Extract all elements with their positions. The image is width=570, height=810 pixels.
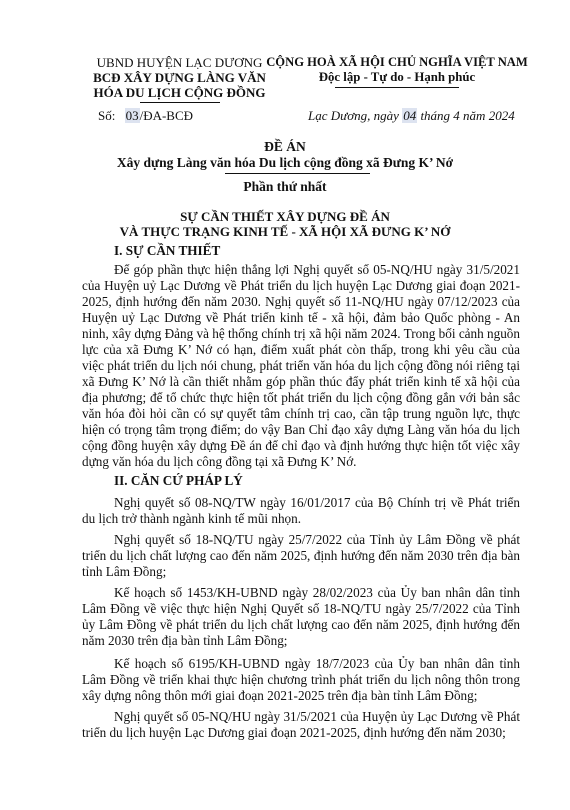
motto-underline xyxy=(335,87,459,88)
legal-basis-text: Nghị quyết số 08-NQ/TW ngày 16/01/2017 của Bộ Chính trị về Phát triển du lịch trở thành ngành kinh tế mũi nhọn. xyxy=(82,495,520,526)
doc-date xyxy=(308,108,515,124)
legal-basis-text: Kế hoạch số 1453/KH-UBND ngày 28/02/2023 của Ủy ban nhân dân tỉnh Lâm Đồng về việc thực hiện Nghị Quyết số 18-NQ/TU ngày 25/7/2022 của Tỉnh ủy Lâm Đồng về phát triển du lịch chất lượng cao đến năm 2025, định hướng đến năm 2030 trên địa bàn tỉnh Lâm Đồng; xyxy=(82,585,520,648)
legal-basis-text: Nghị quyết số 18-NQ/TU ngày 25/7/2022 của Tỉnh ủy Lâm Đồng về phát triển du lịch chất lượng cao đến năm 2025, định hướng đến năm 2030 trên địa bàn tỉnh Lâm Đồng; xyxy=(82,532,520,579)
section2-heading: II. CĂN CỨ PHÁP LÝ xyxy=(114,473,243,488)
legal-basis-item xyxy=(82,656,520,704)
doc-number-prefix: Số: xyxy=(98,108,116,123)
agency-underline xyxy=(140,102,220,103)
agency-name-line1: UBND HUYỆN LẠC DƯƠNG xyxy=(96,55,263,70)
legal-basis-item xyxy=(82,532,520,580)
doc-subject: Xây dựng Làng văn hóa Du lịch cộng đồng xã Đưng K’ Nớ xyxy=(116,155,454,170)
part-title-line2: VÀ THỰC TRẠNG KINH TẾ - XÃ HỘI XÃ ĐƯNG K’ NỚ xyxy=(119,224,451,239)
part-title-line1: SỰ CẦN THIẾT XÂY DỰNG ĐỀ ÁN xyxy=(180,209,390,224)
nation-name: CỘNG HOÀ XÃ HỘI CHỦ NGHĨA VIỆT NAM xyxy=(266,55,528,69)
date-day: 04 xyxy=(403,108,417,123)
legal-basis-item xyxy=(82,585,520,649)
date-suffix: tháng 4 năm 2024 xyxy=(420,108,515,123)
doc-number-value: 03 xyxy=(125,108,139,123)
legal-basis-item xyxy=(82,709,520,741)
section1-paragraph xyxy=(82,262,520,470)
section1-body: Để góp phần thực hiện thắng lợi Nghị quyết số 05-NQ/HU ngày 31/5/2021 của Huyện uỷ Lạc Dương về Phát triển du lịch huyện Lạc Dương giai đoạn 2021-2025, định hướng đến năm 2030. Nghị quyết số 11-NQ/HU ngày 07/12/2023 của Huyện uỷ Lạc Dương về Phát triển kinh tế - xã hội, đảm bảo Quốc phòng - An ninh, xây dựng Đảng và hệ thống chính trị xã hội năm 2024. Trong bối cảnh nguồn lực của xã Đưng K’ Nớ có hạn, điểm xuất phát còn thấp, trong khi yêu cầu của việc phát triển du lịch nói chung, phát triển văn hóa du lịch cộng đồng nói riêng tại xã Đưng K’ Nớ là cần thiết nhằm góp phần thúc đẩy phát triển kinh tế xã hội của địa phương; để tổ chức thực hiện tốt phát triển du lịch cộng đồng gắn với bản sắc văn hóa đòi hỏi cần có sự quyết tâm chính trị cao, cần tập trung nguồn lực, thực hiện có trọng tâm trọng điểm; do vậy Ban Chỉ đạo xây dựng Làng văn hóa du lịch cộng đồng huyện xây dựng Đề án để chỉ đạo và định hướng thực hiện tốt việc xây dựng văn hóa du lịch công đồng tại xã Đưng K’ Nớ. xyxy=(82,262,520,469)
agency-name-line2: BCĐ XÂY DỰNG LÀNG VĂN xyxy=(93,70,266,85)
agency-name-line3: HÓA DU LỊCH CỘNG ĐỒNG xyxy=(93,85,266,100)
legal-basis-text: Kế hoạch số 6195/KH-UBND ngày 18/7/2023 của Ủy ban nhân dân tỉnh Lâm Đồng về triển khai thực hiện chương trình phát triển du lịch nông thôn trong xây dựng nông thôn mới giai đoạn 2021-2025 trên địa bàn tỉnh Lâm Đồng; xyxy=(82,656,520,703)
nation-motto: Độc lập - Tự do - Hạnh phúc xyxy=(318,70,476,84)
part-heading: Phần thứ nhất xyxy=(243,179,327,194)
section1-heading: I. SỰ CẦN THIẾT xyxy=(114,243,221,258)
subject-underline xyxy=(225,173,370,174)
doc-type-title: ĐỀ ÁN xyxy=(264,139,306,154)
legal-basis-item xyxy=(82,495,520,527)
legal-basis-text: Nghị quyết số 05-NQ/HU ngày 31/5/2021 của Huyện ủy Lạc Dương về Phát triển du lịch huyện Lạc Dương giai đoạn 2021-2025, định hướng đến năm 2030; xyxy=(82,709,520,740)
doc-number-suffix: /ĐA-BCĐ xyxy=(139,108,194,123)
date-prefix: Lạc Dương, ngày xyxy=(308,108,399,123)
doc-number xyxy=(98,108,193,124)
